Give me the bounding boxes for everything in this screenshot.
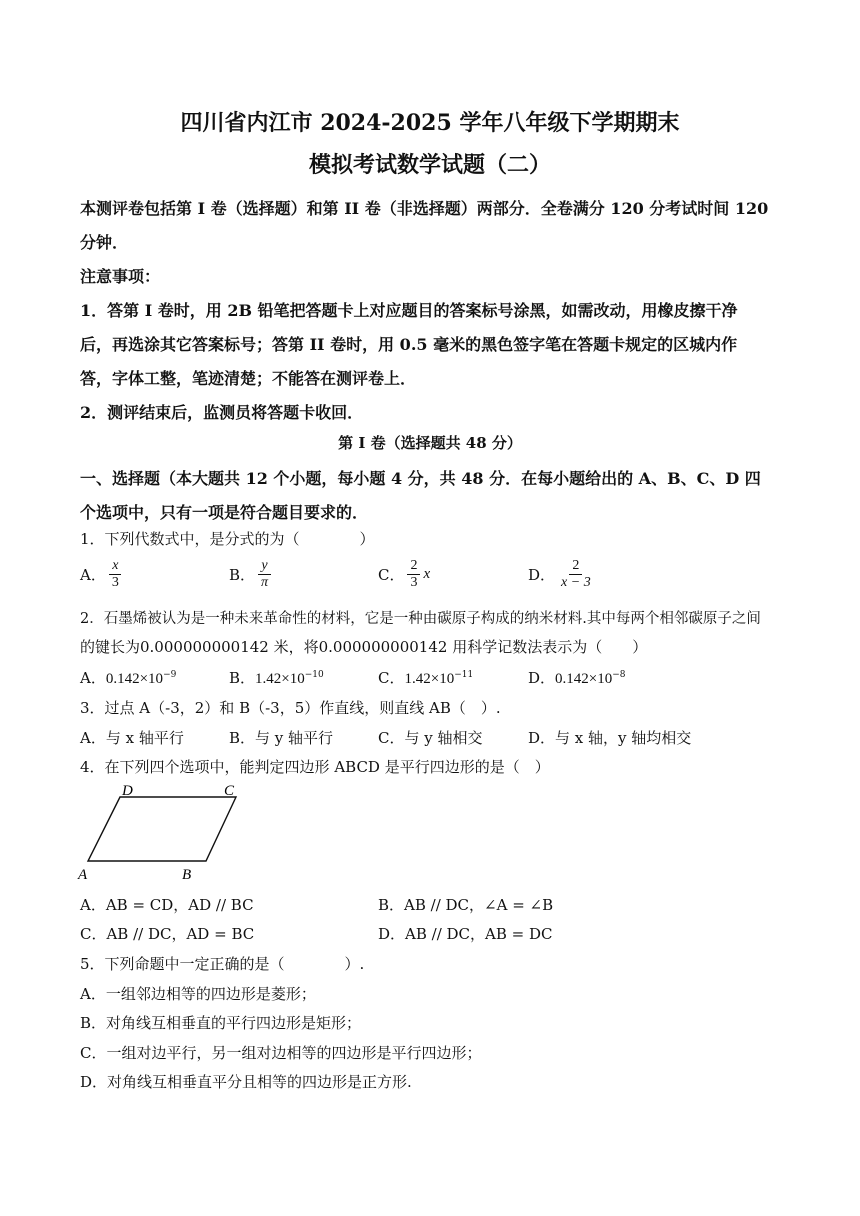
- notes-item1-line3: 答，字体工整，笔迹清楚；不能答在测评卷上．: [80, 369, 417, 388]
- numerator: y: [258, 558, 270, 575]
- q1-option-b[interactable]: [229, 558, 274, 591]
- exponent: −8: [612, 670, 626, 680]
- option-label: D．: [528, 669, 556, 687]
- q2-option-d[interactable]: [528, 667, 626, 688]
- q2-stem-line2: 的键长为0.000000000142 米，将0.000000000142 用科学记数法表示为（ ）: [80, 638, 648, 656]
- option-value: 0.142×10: [555, 671, 613, 687]
- parallelogram-figure: [76, 783, 246, 883]
- fraction: [558, 558, 594, 591]
- part-instructions-line1: 一、选择题（本大题共 12 个小题，每小题 4 分，共 48 分．在每小题给出的 A、B、C、D 四: [80, 469, 761, 488]
- option-value: 1.42×10: [404, 671, 455, 687]
- q3-option-d[interactable]: D．与 x 轴，y 轴均相交: [528, 729, 692, 747]
- exam-title-line1: 四川省内江市 2024-2025 学年八年级下学期期末: [180, 110, 680, 136]
- section-heading: 第 I 卷（选择题共 48 分）: [338, 434, 522, 452]
- numerator: x: [109, 558, 121, 575]
- denominator: x − 3: [561, 575, 591, 590]
- option-label: A．: [80, 566, 106, 584]
- q1-option-c[interactable]: [378, 558, 430, 591]
- q2-option-b[interactable]: [229, 667, 324, 688]
- denominator: 3: [410, 575, 418, 590]
- q5-option-a[interactable]: A．一组邻边相等的四边形是菱形；: [80, 985, 316, 1003]
- exponent: −11: [454, 670, 474, 680]
- denominator: π: [261, 575, 269, 590]
- q5-option-d[interactable]: D．对角线互相垂直平分且相等的四边形是正方形.: [80, 1073, 412, 1091]
- q5-option-c[interactable]: C．一组对边平行，另一组对边相等的四边形是平行四边形；: [80, 1044, 482, 1062]
- option-value: 1.42×10: [255, 671, 305, 687]
- q3-option-b[interactable]: B．与 y 轴平行: [229, 729, 334, 747]
- fraction: [109, 558, 122, 591]
- option-label: D．: [528, 566, 556, 584]
- exponent: −10: [304, 670, 324, 680]
- notes-item2: 2．测评结束后，监测员将答题卡收回．: [80, 403, 364, 422]
- option-label: A．: [80, 669, 106, 687]
- q1-option-a[interactable]: [80, 558, 125, 591]
- q4-option-d[interactable]: D．AB // DC，AB = DC: [378, 925, 553, 943]
- option-label: B．: [229, 566, 256, 584]
- fraction: [258, 558, 271, 591]
- q2-option-c[interactable]: [378, 667, 473, 688]
- q3-stem: 3．过点 A（-3，2）和 B（-3，5）作直线，则直线 AB（ ）.: [80, 699, 501, 717]
- q1-stem: 1．下列代数式中，是分式的为（ ）: [80, 530, 375, 548]
- exponent: −9: [163, 670, 177, 680]
- notes-heading: 注意事项：: [80, 267, 161, 286]
- q4-option-a[interactable]: A．AB = CD，AD // BC: [80, 896, 254, 914]
- q5-option-b[interactable]: B．对角线互相垂直的平行四边形是矩形；: [80, 1014, 362, 1032]
- vertex-label-c: C: [224, 783, 235, 799]
- q4-option-c[interactable]: C．AB // DC，AD = BC: [80, 925, 255, 943]
- q3-option-a[interactable]: A．与 x 轴平行: [80, 729, 184, 747]
- option-label: C．: [378, 669, 405, 687]
- fraction: [407, 558, 420, 591]
- vertex-label-d: D: [122, 783, 133, 799]
- variable: x: [423, 566, 431, 582]
- numerator: 2: [569, 558, 582, 575]
- part-instructions-line2: 个选项中，只有一项是符合题目要求的．: [80, 503, 369, 522]
- numerator: 2: [407, 558, 420, 575]
- vertex-label-a: A: [78, 867, 88, 883]
- notes-item1-line2: 后，再选涂其它答案标号；答第 II 卷时，用 0.5 毫米的黑色签字笔在答题卡规定的区城内作: [80, 335, 738, 354]
- q3-option-c[interactable]: C．与 y 轴相交: [378, 729, 483, 747]
- option-label: B．: [229, 669, 256, 687]
- q5-stem: 5．下列命题中一定正确的是（ ）.: [80, 955, 365, 973]
- q4-option-b[interactable]: B．AB // DC，∠A = ∠B: [378, 896, 554, 914]
- q1-option-d[interactable]: [528, 558, 597, 591]
- intro-line2: 分钟．: [80, 233, 129, 252]
- exam-title-line2: 模拟考试数学试题（二）: [308, 152, 551, 178]
- q4-stem: 4．在下列四个选项中，能判定四边形 ABCD 是平行四边形的是（ ）: [80, 758, 550, 776]
- option-value: 0.142×10: [105, 671, 164, 687]
- q2-stem-line1: 2．石墨烯被认为是一种未来革命性的材料，它是一种由碳原子构成的纳米材料.其中每两个相邻碳原子之间: [80, 611, 761, 627]
- option-label: C．: [378, 566, 405, 584]
- intro-line1: 本测评卷包括第 I 卷（选择题）和第 II 卷（非选择题）两部分．全卷满分 120 分考试时间 120: [80, 199, 769, 218]
- vertex-label-b: B: [182, 867, 192, 883]
- notes-item1-line1: 1．答第 I 卷时，用 2B 铅笔把答题卡上对应题目的答案标号涂黑，如需改动，用橡皮擦干净: [80, 301, 738, 320]
- denominator: 3: [111, 575, 119, 590]
- parallelogram-shape: [88, 797, 236, 861]
- q2-option-a[interactable]: [80, 667, 176, 688]
